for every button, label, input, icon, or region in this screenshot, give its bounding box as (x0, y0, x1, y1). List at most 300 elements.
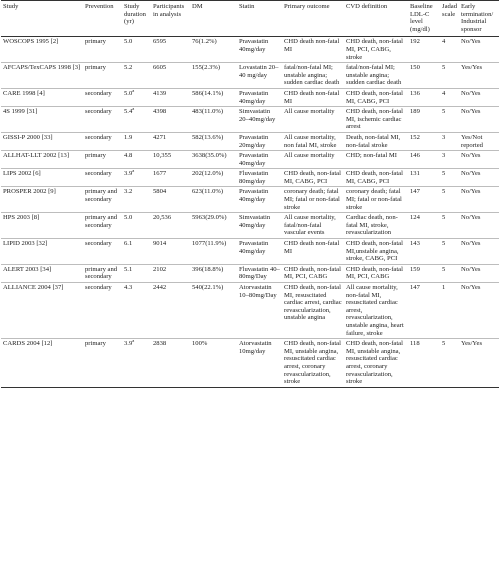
cell-prevention-text: primary and secondary (85, 265, 118, 281)
cell-early-termination (459, 339, 499, 388)
cell-cvd-definition-text: fatal/non-fatal MI; unstable angina; sudden cardiac death (346, 64, 402, 87)
cell-participants (151, 88, 190, 106)
cell-dm-text: 483(11.0%) (192, 108, 224, 116)
cell-cvd-definition (344, 37, 408, 63)
cell-duration-text: 4.8 (124, 152, 133, 160)
cell-prevention (83, 63, 122, 89)
cell-cvd-definition (344, 264, 408, 282)
cell-early-termination-text: No/Yes (461, 214, 481, 222)
cell-duration-text: 3.9 (124, 340, 133, 348)
column-header-primary-outcome: Primary outcome (282, 1, 344, 37)
cell-prevention (83, 107, 122, 133)
cell-primary-outcome (282, 264, 344, 282)
cell-duration (122, 339, 151, 388)
cell-study-text: WOSCOPS 1995 [2] (3, 38, 59, 46)
cell-duration (122, 132, 151, 150)
cell-duration (122, 169, 151, 187)
cell-prevention-text: primary (85, 340, 106, 348)
cell-dm-text: 582(13.6%) (192, 133, 224, 141)
cell-prevention (83, 169, 122, 187)
cell-primary-outcome-text: fatal/non-fatal MI; unstable angina; sudden cardiac death (284, 64, 340, 87)
table-row (1, 264, 499, 282)
cell-study (1, 63, 83, 89)
cell-ldl (408, 37, 440, 63)
cell-dm-text: 623(11.0%) (192, 188, 224, 196)
cell-participants-text: 2102 (153, 265, 167, 273)
cell-primary-outcome (282, 63, 344, 89)
cell-jadad (440, 187, 459, 213)
cell-statin (237, 339, 282, 388)
cell-participants (151, 264, 190, 282)
cell-cvd-definition-text: Death, non-fatal MI, non-fatal stroke (346, 133, 401, 149)
cell-dm-text: 100% (192, 340, 208, 348)
cell-ldl (408, 264, 440, 282)
cell-participants (151, 239, 190, 265)
cell-study (1, 88, 83, 106)
cell-ldl-text: 118 (410, 340, 420, 348)
trials-table (1, 0, 499, 388)
cell-statin-text: Lovastatin 20–40 mg/day (239, 64, 279, 79)
cell-participants-text: 4398 (153, 108, 167, 116)
cell-prevention-text: secondary (85, 170, 112, 178)
cell-statin (237, 151, 282, 169)
footnote-marker: a (132, 88, 135, 93)
cell-primary-outcome (282, 107, 344, 133)
cell-statin-text: Pravastatin 20mg/day (239, 133, 269, 149)
cell-cvd-definition-text: coronary death; fatal MI; fatal or non-fatal stroke (346, 188, 402, 211)
cell-ldl (408, 169, 440, 187)
cell-prevention-text: primary (85, 152, 106, 160)
cell-cvd-definition (344, 107, 408, 133)
cell-jadad-text: 5 (442, 188, 446, 196)
cell-participants-text: 9014 (153, 240, 167, 248)
table-row (1, 132, 499, 150)
cell-cvd-definition (344, 63, 408, 89)
cell-prevention-text: secondary (85, 240, 112, 248)
cell-ldl-text: 159 (410, 265, 420, 273)
cell-study (1, 151, 83, 169)
document-page (1, 0, 499, 388)
column-header-study: Study (1, 1, 83, 37)
column-header-statin: Statin (237, 1, 282, 37)
table-row (1, 37, 499, 63)
cell-prevention-text: primary and secondary (85, 214, 118, 229)
cell-dm (190, 107, 237, 133)
cell-jadad (440, 151, 459, 169)
table-body (1, 37, 499, 387)
cell-early-termination (459, 187, 499, 213)
table-row (1, 169, 499, 187)
footnote-marker: a (132, 106, 135, 111)
table-header-row (1, 1, 499, 37)
cell-dm-text: 202(12.0%) (192, 170, 224, 178)
cell-participants (151, 132, 190, 150)
footnote-marker: a (132, 168, 135, 174)
cell-jadad-text: 5 (442, 340, 446, 348)
cell-study (1, 169, 83, 187)
cell-participants-text: 2442 (153, 284, 167, 291)
cell-participants-text: 1677 (153, 170, 167, 178)
cell-jadad-text: 4 (442, 89, 446, 97)
cell-dm (190, 37, 237, 63)
cell-cvd-definition (344, 132, 408, 150)
cell-early-termination (459, 63, 499, 89)
cell-statin (237, 264, 282, 282)
cell-study (1, 187, 83, 213)
table-row (1, 107, 499, 133)
cell-ldl-text: 189 (410, 108, 420, 116)
cell-statin (237, 88, 282, 106)
cell-early-termination-text: Yes/Yes (461, 340, 483, 348)
cell-duration (122, 151, 151, 169)
cell-ldl (408, 239, 440, 265)
cell-early-termination (459, 264, 499, 282)
cell-dm-text: 3638(35.0%) (192, 152, 227, 160)
cell-early-termination-text: No/Yes (461, 89, 481, 97)
cell-duration-text: 5.2 (124, 64, 133, 72)
cell-dm-text: 155(2.3%) (192, 64, 221, 72)
cell-participants-text: 2838 (153, 340, 167, 348)
cell-dm-text: 76(1.2%) (192, 38, 217, 46)
cell-study-text: 4S 1999 [31] (3, 108, 38, 116)
cell-study (1, 107, 83, 133)
cell-participants (151, 63, 190, 89)
cell-statin (237, 169, 282, 187)
cell-early-termination (459, 283, 499, 339)
column-header-prevention: Prevention (83, 1, 122, 37)
cell-study-text: ALERT 2003 [34] (3, 265, 52, 273)
cell-jadad (440, 37, 459, 63)
cell-dm (190, 213, 237, 239)
cell-duration-text: 5.0 (124, 89, 133, 97)
cell-duration-text: 3.2 (124, 188, 133, 196)
table-row (1, 187, 499, 213)
cell-ldl-text: 143 (410, 240, 420, 248)
cell-statin (237, 63, 282, 89)
cell-primary-outcome-text: CHD death, non-fatal MI, PCI, CABG (284, 265, 341, 281)
cell-dm (190, 264, 237, 282)
cell-primary-outcome-text: CHD death non-fatal MI (284, 240, 340, 255)
cell-primary-outcome (282, 283, 344, 339)
cell-statin-text: Fluvastatin 80mg/day (239, 170, 269, 185)
cell-early-termination (459, 239, 499, 265)
cell-prevention (83, 37, 122, 63)
cell-early-termination (459, 169, 499, 187)
cell-prevention-text: primary and secondary (85, 188, 118, 204)
cell-early-termination-text: No/Yes (461, 170, 481, 178)
cell-primary-outcome-text: coronary death; fatal MI; fatal or non-fatal stroke (284, 188, 340, 211)
table-row (1, 283, 499, 339)
cell-prevention (83, 264, 122, 282)
cell-cvd-definition-text: CHD death, non-fatal MI,unstable angina, stroke, CABG, PCI (346, 240, 403, 263)
cell-cvd-definition-text: All cause mortality, non-fatal MI, resuscitated cardiac arrest, revascularization, unstable angina, heart failure, stroke (346, 284, 404, 337)
cell-study-text: ALLHAT-LLT 2002 [13] (3, 152, 70, 160)
cell-study (1, 213, 83, 239)
cell-jadad-text: 5 (442, 240, 446, 248)
cell-early-termination (459, 132, 499, 150)
cell-primary-outcome (282, 213, 344, 239)
column-header-ldl: Baseline LDL-C level (mg/dl) (408, 1, 440, 37)
cell-primary-outcome-text: CHD death non-fatal MI (284, 38, 340, 53)
cell-ldl (408, 283, 440, 339)
cell-primary-outcome (282, 132, 344, 150)
cell-jadad (440, 63, 459, 89)
cell-dm (190, 283, 237, 339)
cell-primary-outcome (282, 339, 344, 388)
cell-early-termination-text: No/Yes (461, 265, 481, 273)
cell-statin-text: Pravastatin 40mg/day (239, 89, 269, 105)
cell-primary-outcome-text: CHD death, non-fatal MI, CABG, PCI (284, 170, 341, 185)
cell-duration-text: 1.9 (124, 133, 133, 141)
cell-early-termination-text: No/Yes (461, 38, 481, 46)
cell-dm (190, 63, 237, 89)
cell-ldl (408, 132, 440, 150)
column-header-early-termination: Early termination/ Industrial sponsor (459, 1, 499, 37)
cell-statin-text: Pravastatin 40mg/day (239, 38, 269, 53)
cell-early-termination (459, 213, 499, 239)
cell-participants (151, 213, 190, 239)
cell-statin-text: Atorvastatin 10mg/day (239, 340, 272, 355)
table-row (1, 213, 499, 239)
cell-duration (122, 264, 151, 282)
cell-participants (151, 37, 190, 63)
cell-participants-text: 20,536 (153, 214, 172, 222)
cell-primary-outcome (282, 88, 344, 106)
cell-ldl-text: 124 (410, 214, 420, 222)
cell-ldl-text: 152 (410, 133, 420, 141)
cell-study-text: GISSI-P 2000 [33] (3, 133, 53, 141)
cell-jadad-text: 5 (442, 265, 446, 273)
cell-cvd-definition-text: CHD death, non-fatal MI, PCI, CABG, stroke (346, 38, 403, 61)
cell-primary-outcome (282, 239, 344, 265)
cell-statin-text: Pravastatin 40mg/day (239, 240, 269, 255)
cell-early-termination (459, 37, 499, 63)
cell-cvd-definition-text: CHD death, non-fatal MI, CABG, PCI (346, 170, 403, 185)
cell-prevention (83, 213, 122, 239)
cell-early-termination (459, 107, 499, 133)
cell-participants-text: 4139 (153, 89, 167, 97)
cell-duration-text: 5.0 (124, 214, 133, 222)
cell-statin-text: Atorvastatin 10–80mg/Day (239, 284, 277, 299)
cell-ldl-text: 192 (410, 38, 420, 46)
cell-dm-text: 5963(29.0%) (192, 214, 227, 222)
cell-ldl-text: 146 (410, 152, 420, 160)
cell-duration-text: 6.1 (124, 240, 133, 248)
cell-primary-outcome-text: All cause mortality, non fatal MI, stroke (284, 133, 337, 149)
cell-cvd-definition-text: CHD death, non-fatal MI, ischemic cardiac arrest (346, 108, 403, 131)
cell-primary-outcome (282, 169, 344, 187)
cell-early-termination-text: No/Yes (461, 188, 481, 196)
cell-jadad-text: 5 (442, 64, 446, 72)
cell-ldl (408, 151, 440, 169)
cell-jadad (440, 213, 459, 239)
cell-duration-text: 5.1 (124, 265, 133, 273)
cell-prevention-text: secondary (85, 89, 112, 97)
cell-duration-text: 4.3 (124, 284, 133, 291)
cell-duration (122, 213, 151, 239)
column-header-participants: Participants in analysis (151, 1, 190, 37)
cell-statin (237, 37, 282, 63)
cell-cvd-definition-text: CHD; non-fatal MI (346, 152, 397, 160)
cell-statin (237, 187, 282, 213)
cell-prevention-text: secondary (85, 133, 112, 141)
cell-dm (190, 169, 237, 187)
cell-dm (190, 132, 237, 150)
table-row (1, 339, 499, 388)
cell-prevention-text: secondary (85, 108, 112, 116)
cell-participants (151, 151, 190, 169)
cell-dm-text: 1077(11.9%) (192, 240, 227, 248)
cell-dm-text: 540(22.1%) (192, 284, 224, 291)
cell-cvd-definition-text: CHD death, non-fatal MI, unstable angina, resuscitated cardiac arrest, coronary revascularization, stroke (346, 340, 403, 386)
cell-ldl-text: 147 (410, 188, 420, 196)
cell-study (1, 37, 83, 63)
cell-study (1, 239, 83, 265)
cell-statin (237, 107, 282, 133)
cell-dm-text: 396(18.8%) (192, 265, 224, 273)
cell-participants (151, 169, 190, 187)
cell-study (1, 132, 83, 150)
cell-jadad (440, 107, 459, 133)
cell-duration (122, 63, 151, 89)
cell-dm (190, 88, 237, 106)
cell-cvd-definition (344, 88, 408, 106)
cell-ldl-text: 136 (410, 89, 420, 97)
cell-prevention-text: secondary (85, 284, 112, 291)
cell-ldl (408, 187, 440, 213)
cell-jadad-text: 5 (442, 214, 446, 222)
cell-cvd-definition-text: CHD death, non-fatal MI, CABG, PCI (346, 89, 403, 105)
cell-jadad (440, 239, 459, 265)
cell-participants (151, 107, 190, 133)
cell-statin-text: Fluvastatin 40–80mg/Day (239, 265, 280, 281)
cell-statin (237, 132, 282, 150)
cell-dm (190, 239, 237, 265)
cell-primary-outcome-text: All cause mortality, fatal/non-fatal vascular events (284, 214, 336, 237)
cell-study (1, 339, 83, 388)
cell-cvd-definition (344, 213, 408, 239)
cell-duration (122, 187, 151, 213)
cell-jadad (440, 339, 459, 388)
footnote-marker: a (132, 338, 135, 343)
column-header-dm: DM (190, 1, 237, 37)
cell-duration-text: 5.4 (124, 108, 133, 116)
cell-participants-text: 10,355 (153, 152, 172, 160)
cell-cvd-definition (344, 283, 408, 339)
cell-study-text: LIPS 2002 [6] (3, 170, 41, 178)
column-header-jadad: Jadad scale (440, 1, 459, 37)
cell-ldl-text: 131 (410, 170, 420, 178)
cell-study-text: AFCAPS/TexCAPS 1998 [3] (3, 64, 81, 72)
cell-duration (122, 88, 151, 106)
cell-study-text: HPS 2003 [8] (3, 214, 40, 222)
cell-statin-text: Simvastatin 40mg/day (239, 214, 271, 229)
cell-study-text: CARE 1998 [4] (3, 89, 45, 97)
cell-prevention-text: primary (85, 64, 106, 72)
cell-ldl (408, 88, 440, 106)
cell-dm (190, 187, 237, 213)
cell-statin (237, 239, 282, 265)
cell-ldl-text: 147 (410, 284, 420, 291)
cell-participants (151, 187, 190, 213)
cell-dm (190, 151, 237, 169)
cell-primary-outcome (282, 151, 344, 169)
cell-jadad (440, 264, 459, 282)
cell-ldl (408, 107, 440, 133)
cell-duration (122, 239, 151, 265)
cell-early-termination (459, 88, 499, 106)
cell-jadad (440, 169, 459, 187)
cell-early-termination-text: No/Yes (461, 240, 481, 248)
cell-jadad-text: 3 (442, 152, 446, 160)
cell-cvd-definition (344, 239, 408, 265)
cell-statin (237, 283, 282, 339)
cell-prevention (83, 187, 122, 213)
cell-prevention (83, 151, 122, 169)
cell-cvd-definition (344, 339, 408, 388)
cell-dm-text: 586(14.1%) (192, 89, 224, 97)
cell-study-text: LIPID 2003 [32] (3, 240, 48, 248)
cell-early-termination-text: Yes/Yes (461, 64, 483, 72)
cell-study (1, 283, 83, 339)
column-header-cvd-definition: CVD definition (344, 1, 408, 37)
cell-primary-outcome-text: CHD death, non-fatal MI, resuscitated cardiac arrest, cardiac revascularization, unstable angina (284, 284, 342, 322)
cell-statin-text: Simvastatin 20–40mg/day (239, 108, 276, 123)
cell-ldl (408, 63, 440, 89)
cell-jadad-text: 4 (442, 38, 446, 46)
cell-participants (151, 339, 190, 388)
cell-primary-outcome-text: All cause mortality (284, 152, 335, 160)
cell-study-text: CARDS 2004 [12] (3, 340, 53, 348)
cell-cvd-definition (344, 151, 408, 169)
cell-cvd-definition-text: Cardiac death, non-fatal MI, stroke, revascularization (346, 214, 398, 237)
cell-ldl (408, 339, 440, 388)
cell-jadad (440, 88, 459, 106)
cell-participants-text: 5804 (153, 188, 167, 196)
column-header-duration: Study duration (yr) (122, 1, 151, 37)
cell-primary-outcome-text: CHD death non-fatal MI (284, 89, 340, 105)
cell-prevention (83, 132, 122, 150)
cell-early-termination-text: No/Yes (461, 284, 481, 291)
cell-jadad (440, 283, 459, 339)
cell-jadad-text: 5 (442, 170, 446, 178)
cell-ldl-text: 150 (410, 64, 420, 72)
cell-early-termination-text: No/Yes (461, 152, 481, 160)
cell-duration-text: 5.0 (124, 38, 133, 46)
cell-jadad-text: 3 (442, 133, 446, 141)
cell-prevention (83, 283, 122, 339)
cell-participants (151, 283, 190, 339)
cell-cvd-definition-text: CHD death, non-fatal MI, PCI, CABG (346, 265, 403, 281)
cell-participants-text: 4271 (153, 133, 167, 141)
table-row (1, 151, 499, 169)
cell-primary-outcome-text: CHD death, non-fatal MI, unstable angina, resuscitated cardiac arrest, coronary revascularization, stroke (284, 340, 341, 386)
cell-dm (190, 339, 237, 388)
cell-study-text: PROSPER 2002 [9] (3, 188, 56, 196)
cell-cvd-definition (344, 169, 408, 187)
cell-participants-text: 6605 (153, 64, 167, 72)
cell-study-text: ALLIANCE 2004 [37] (3, 284, 64, 291)
cell-early-termination-text: Yes/Not reported (461, 133, 483, 149)
cell-prevention (83, 239, 122, 265)
cell-statin-text: Pravastatin 40mg/day (239, 152, 269, 167)
cell-jadad-text: 5 (442, 108, 446, 116)
cell-participants-text: 6595 (153, 38, 167, 46)
cell-cvd-definition (344, 187, 408, 213)
cell-duration-text: 3.9 (124, 170, 133, 178)
cell-prevention-text: primary (85, 38, 106, 46)
cell-prevention (83, 88, 122, 106)
